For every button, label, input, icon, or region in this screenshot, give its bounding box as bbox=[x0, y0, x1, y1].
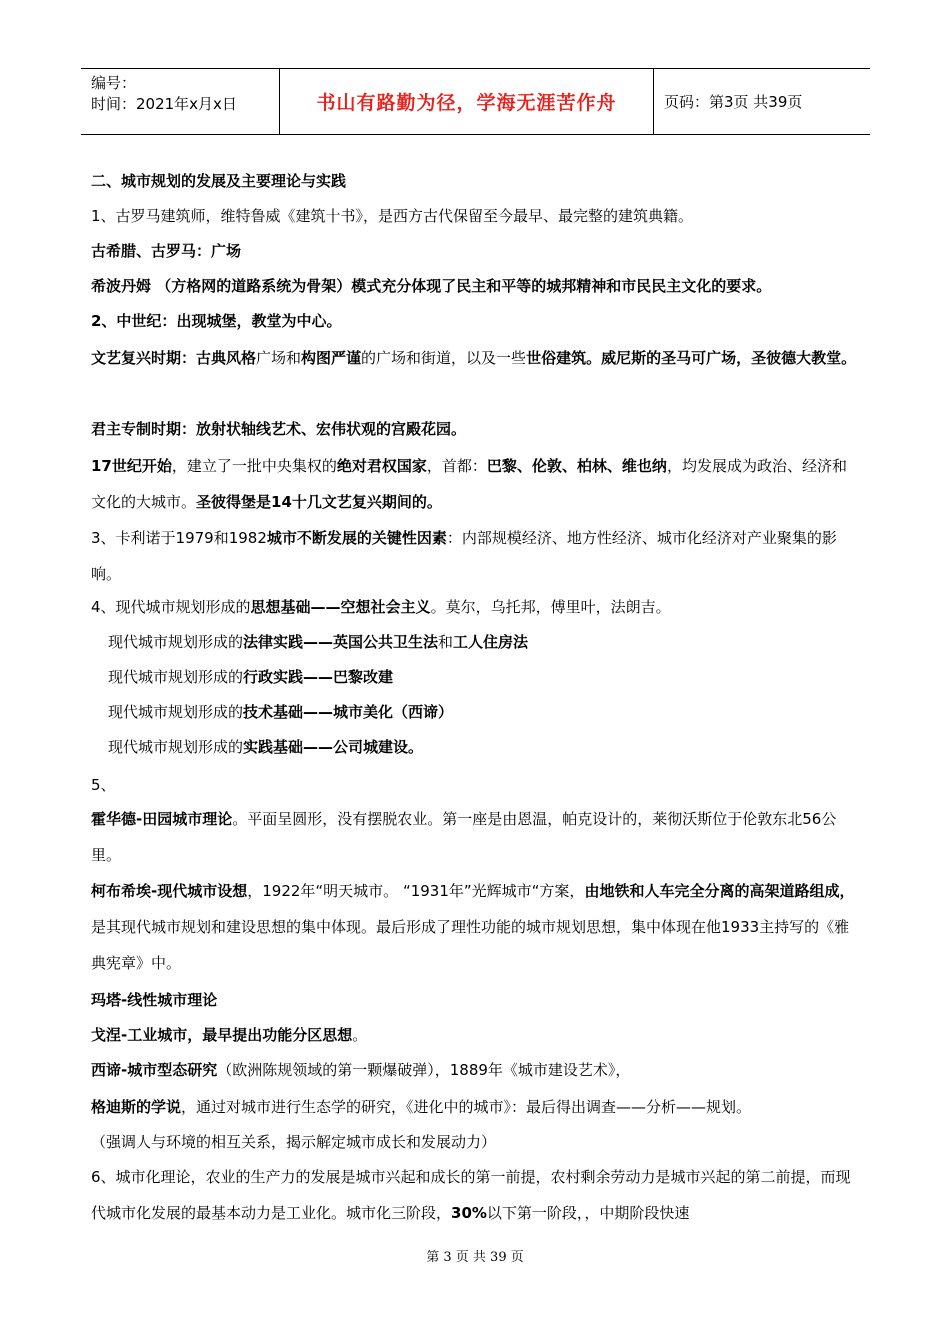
number-label: 编号： bbox=[91, 74, 137, 92]
paragraph-9: 4、现代城市规划形成的思想基础——空想社会主义。莫尔，乌托邦，傅里叶，法朗吉。 bbox=[91, 598, 671, 616]
paragraph-22: 6、城市化理论，农业的生产力的发展是城市兴起和成长的第一前提，农村剩余劳动力是城市兴起的第二前提，而现代城市化发展的最基本动力是工业化。城市化三阶段，30%以下第一阶段，，中期阶段快速 bbox=[91, 1168, 851, 1222]
paragraph-6: 君主专制时期：放射状轴线艺术、宏伟状观的宫殿花园。 bbox=[91, 420, 467, 438]
paragraph-3: 希波丹姆 （方格网的道路系统为骨架）模式充分体现了民主和平等的城邦精神和市民民主文化的要求。 bbox=[91, 277, 772, 295]
paragraph-18: 戈涅-工业城市，最早提出功能分区思想。 bbox=[91, 1026, 368, 1044]
page-footer: 第 3 页 共 39 页 bbox=[426, 1250, 524, 1265]
paragraph-2: 古希腊、古罗马：广场 bbox=[91, 242, 242, 260]
paragraph-1: 1、古罗马建筑师，维特鲁威《建筑十书》，是西方古代保留至今最早、最完整的建筑典籍。 bbox=[91, 207, 694, 225]
paragraph-7: 17世纪开始，建立了一批中央集权的绝对君权国家，首都：巴黎、伦敦、柏林、维也纳，均发展成为政治、经济和文化的大城市。圣彼得堡是14十几文艺复兴期间的。 bbox=[91, 457, 847, 511]
paragraph-15: 霍华德-田园城市理论。平面呈圆形，没有摆脱农业。第一座是由恩温，帕克设计的，莱彻沃斯位于伦敦东北56公里。 bbox=[91, 810, 837, 864]
page-header bbox=[81, 68, 870, 135]
paragraph-19: 西谛-城市型态研究（欧洲陈规领域的第一颗爆破弹），1889年《城市建设艺术》， bbox=[91, 1061, 631, 1079]
header-page-info: 页码：第3页 共39页 bbox=[664, 93, 803, 111]
paragraph-13: 现代城市规划形成的实践基础——公司城建设。 bbox=[108, 738, 424, 756]
date-line: 时间：2021年x月x日 bbox=[91, 95, 237, 113]
paragraph-12: 现代城市规划形成的技术基础——城市美化（西谛） bbox=[108, 703, 454, 721]
paragraph-16: 柯布希埃-现代城市设想，1922年“明天城市。 “1931年”光辉城市“方案，由地铁和人车完全分离的高架道路组成，是其现代城市规划和建设思想的集中体现。最后形成了理性功能的城市规划思想，集中体现在他1933主持写的《雅典宪章》中。 bbox=[91, 882, 855, 972]
header-meta bbox=[81, 69, 280, 134]
paragraph-10: 现代城市规划形成的法律实践——英国公共卫生法和工人住房法 bbox=[108, 633, 529, 651]
paragraph-17: 玛塔-线性城市理论 bbox=[91, 991, 218, 1009]
paragraph-14: 5、 bbox=[91, 776, 116, 794]
header-motto: 书山有路勤为径，学海无涯苦作舟 bbox=[280, 69, 654, 134]
paragraph-5: 文艺复兴时期：古典风格广场和构图严谨的广场和街道，以及一些世俗建筑。威尼斯的圣马可广场，圣彼德大教堂。 bbox=[91, 349, 857, 367]
paragraph-4: 2、中世纪：出现城堡，教堂为中心。 bbox=[91, 312, 342, 330]
paragraph-21: （强调人与环境的相互关系，揭示解定城市成长和发展动力） bbox=[91, 1133, 497, 1151]
section-title: 二、城市规划的发展及主要理论与实践 bbox=[91, 172, 347, 190]
paragraph-20: 格迪斯的学说，通过对城市进行生态学的研究，《进化中的城市》：最后得出调查——分析——规划。 bbox=[91, 1098, 752, 1116]
paragraph-11: 现代城市规划形成的行政实践——巴黎改建 bbox=[108, 668, 394, 686]
paragraph-8: 3、卡利诺于1979和1982城市不断发展的关键性因素：内部规模经济、地方性经济、城市化经济对产业聚集的影响。 bbox=[91, 529, 837, 583]
